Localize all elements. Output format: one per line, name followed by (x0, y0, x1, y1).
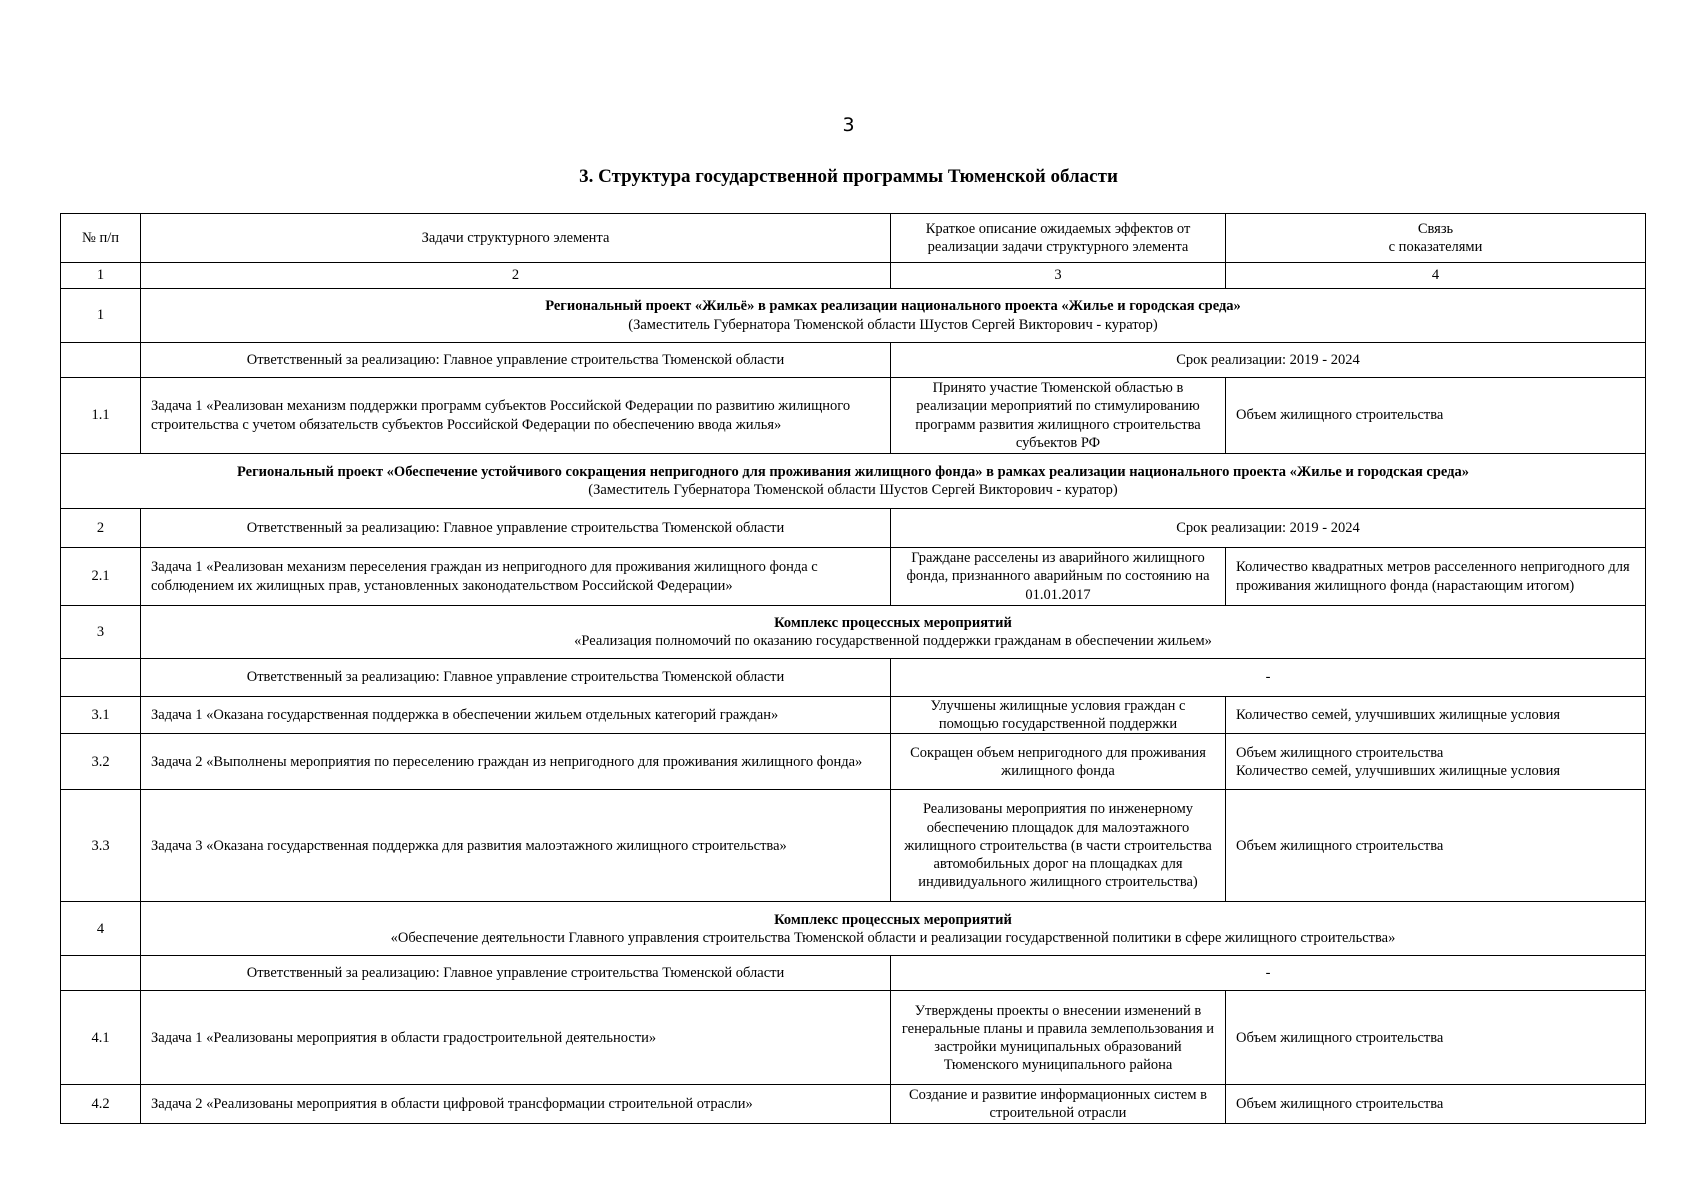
header-link-line2: с показателями (1388, 239, 1483, 255)
responsible-num (61, 956, 141, 991)
task-effect: Граждане расселены из аварийного жилищного фонда, признанного аварийным по состоянию на 01.01.2017 (891, 548, 1226, 606)
task-effect: Реализованы мероприятия по инженерному обеспечению площадок для малоэтажного жилищного строительства (в части строительства автомобильных дорог на площадках для индивидуального жилищного строительства) (891, 790, 1226, 902)
task-indicator: Объем жилищного строительства (1226, 378, 1646, 454)
section-curator: (Заместитель Губернатора Тюменской области Шустов Сергей Викторович - куратор) (588, 482, 1118, 498)
col-number: 3 (891, 263, 1226, 289)
page-number: 3 (842, 114, 855, 136)
section-title: Региональный проект «Обеспечение устойчивого сокращения непригодного для проживания жилищного фонда» в рамках реализации национального проекта «Жилье и городская среда» (237, 463, 1469, 480)
task-text: Задача 2 «Выполнены мероприятия по переселению граждан из непригодного для проживания жилищного фонда» (141, 734, 891, 790)
section-title-cell (141, 289, 1646, 343)
table-row (61, 790, 1646, 902)
header-effects: Краткое описание ожидаемых эффектов от реализации задачи структурного элемента (891, 214, 1226, 263)
task-num: 2.1 (61, 548, 141, 606)
section-num: 4 (61, 902, 141, 956)
task-num: 3.2 (61, 734, 141, 790)
program-structure-table (60, 213, 1646, 1124)
table-row (61, 1085, 1646, 1124)
task-effect: Сокращен объем непригодного для проживания жилищного фонда (891, 734, 1226, 790)
section-title-cell (141, 606, 1646, 659)
responsible-text: Ответственный за реализацию: Главное управление строительства Тюменской области (141, 956, 891, 991)
task-effect: Принято участие Тюменской областью в реализации мероприятий по стимулированию программ развития жилищного строительства субъектов РФ (891, 378, 1226, 454)
task-indicator: Объем жилищного строительства (1226, 790, 1646, 902)
section-header-row (61, 289, 1646, 343)
responsible-row (61, 509, 1646, 548)
term-text: Срок реализации: 2019 - 2024 (891, 343, 1646, 378)
responsible-num (61, 659, 141, 697)
task-num: 4.1 (61, 991, 141, 1085)
table-row (61, 697, 1646, 734)
task-num: 3.1 (61, 697, 141, 734)
section-curator: (Заместитель Губернатора Тюменской области Шустов Сергей Викторович - куратор) (628, 316, 1158, 333)
section-header-row (61, 606, 1646, 659)
term-text: Срок реализации: 2019 - 2024 (891, 509, 1646, 548)
col-number: 1 (61, 263, 141, 289)
table-row (61, 734, 1646, 790)
responsible-text: Ответственный за реализацию: Главное управление строительства Тюменской области (141, 343, 891, 378)
section-title-cell (141, 902, 1646, 956)
task-indicator: Количество семей, улучшивших жилищные условия (1236, 762, 1561, 779)
task-effect: Создание и развитие информационных систем в строительной отрасли (891, 1085, 1226, 1124)
section-title-cell (61, 454, 1646, 509)
page-title: 3. Структура государственной программы Тюменской области (579, 166, 1118, 187)
term-text: - (891, 659, 1646, 697)
section-num: 1 (61, 289, 141, 343)
col-number: 2 (141, 263, 891, 289)
section-title: Комплекс процессных мероприятий (774, 911, 1012, 928)
task-text: Задача 1 «Реализован механизм поддержки программ субъектов Российской Федерации по развитию жилищного строительства с учетом обязательств субъектов Российской Федерации по обеспечению ввода жилья» (141, 378, 891, 454)
task-indicator: Объем жилищного строительства (1226, 1085, 1646, 1124)
column-numbers-row (61, 263, 1646, 289)
task-indicator: Объем жилищного строительства (1226, 991, 1646, 1085)
task-indicator-cell (1226, 734, 1646, 790)
header-link-line1: Связь (1417, 220, 1454, 237)
task-text: Задача 1 «Оказана государственная поддержка в обеспечении жильем отдельных категорий граждан» (141, 697, 891, 734)
responsible-text: Ответственный за реализацию: Главное управление строительства Тюменской области (141, 659, 891, 697)
table-row (61, 991, 1646, 1085)
responsible-text: Ответственный за реализацию: Главное управление строительства Тюменской области (141, 509, 891, 548)
header-num: № п/п (61, 214, 141, 263)
responsible-row (61, 956, 1646, 991)
table-header-row (61, 214, 1646, 263)
task-num: 4.2 (61, 1085, 141, 1124)
task-text: Задача 1 «Реализованы мероприятия в области градостроительной деятельности» (141, 991, 891, 1085)
section-curator: «Реализация полномочий по оказанию государственной поддержки гражданам в обеспечении жильем» (574, 633, 1212, 649)
section-title: Комплекс процессных мероприятий (774, 614, 1012, 631)
responsible-num (61, 343, 141, 378)
task-effect: Улучшены жилищные условия граждан с помощью государственной поддержки (891, 697, 1226, 734)
section-header-row (61, 902, 1646, 956)
task-num: 3.3 (61, 790, 141, 902)
responsible-row (61, 659, 1646, 697)
section-num: 3 (61, 606, 141, 659)
task-text: Задача 3 «Оказана государственная поддержка для развития малоэтажного жилищного строительства» (141, 790, 891, 902)
table-row (61, 548, 1646, 606)
header-link (1226, 214, 1646, 263)
responsible-row (61, 343, 1646, 378)
responsible-num: 2 (61, 509, 141, 548)
task-indicator: Количество квадратных метров расселенного непригодного для проживания жилищного фонда (нарастающим итогом) (1226, 548, 1646, 606)
section-title: Региональный проект «Жильё» в рамках реализации национального проекта «Жилье и городская среда» (545, 298, 1241, 315)
task-indicator: Количество семей, улучшивших жилищные условия (1226, 697, 1646, 734)
col-number: 4 (1226, 263, 1646, 289)
task-text: Задача 1 «Реализован механизм переселения граждан из непригодного для проживания жилищного фонда с соблюдением их жилищных прав, установленных законодательством Российской Федерации» (141, 548, 891, 606)
task-num: 1.1 (61, 378, 141, 454)
task-text: Задача 2 «Реализованы мероприятия в области цифровой трансформации строительной отрасли» (141, 1085, 891, 1124)
header-tasks: Задачи структурного элемента (141, 214, 891, 263)
term-text: - (891, 956, 1646, 991)
table-row (61, 378, 1646, 454)
task-indicator: Объем жилищного строительства (1236, 744, 1444, 761)
task-effect: Утверждены проекты о внесении изменений в генеральные планы и правила землепользования и застройки муниципальных образований Тюменского муниципального района (891, 991, 1226, 1085)
section-curator: «Обеспечение деятельности Главного управления строительства Тюменской области и реализации государственной политики в сфере жилищного строительства» (390, 929, 1396, 946)
section-header-row (61, 454, 1646, 509)
